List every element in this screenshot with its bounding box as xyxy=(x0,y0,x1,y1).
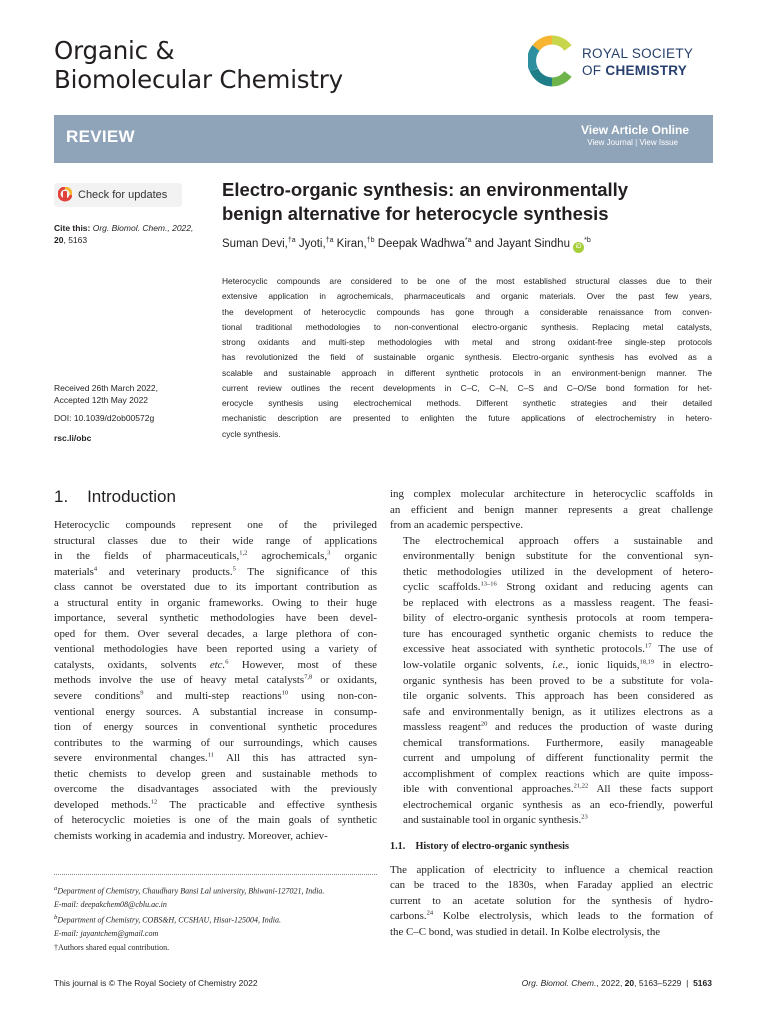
journal-short-link[interactable]: rsc.li/obc xyxy=(54,433,92,443)
accepted-date: Accepted 12th May 2022 xyxy=(54,394,149,405)
reference-citation[interactable]: 23 xyxy=(581,813,588,821)
text-line: electrochemical organic synthesis as an eco-friendly, powerful xyxy=(403,798,713,811)
reference-citation[interactable]: 18,19 xyxy=(639,658,655,666)
article-title-line2: benign alternative for heterocycle synthesis xyxy=(222,203,609,224)
text-line: the C–C bond, was studied in detail. In Kolbe electrolysis, the xyxy=(390,925,661,938)
reference-citation[interactable]: 13–16 xyxy=(480,580,497,588)
article-type-label: REVIEW xyxy=(66,127,135,146)
text-line: current to an acetate solution for the synthesis of hydro- xyxy=(390,894,713,907)
footnote: E-mail: deepakchem08@cblu.ac.in xyxy=(54,899,167,909)
text-line: catalysts, oxidants, solvents etc.$^6$ However, most of these xyxy=(54,658,377,671)
footnote: †Authors shared equal contribution. xyxy=(54,942,170,952)
footer-journal: Org. Biomol. Chem. xyxy=(521,978,597,988)
text-line: current and umpolung of different functionality permit the xyxy=(403,752,713,765)
journal-title-line2: Biomolecular Chemistry xyxy=(54,65,343,94)
footer-volume: 20 xyxy=(624,978,635,988)
article-title-line1: Electro-organic synthesis: an environmentally xyxy=(222,179,629,200)
author-name: Jyoti, xyxy=(295,237,326,250)
journal-title-line1: Organic & xyxy=(54,36,175,65)
abstract-line: current review outlines the recent developments in C–C, C–N, C–S and C–O/Se bond formation for het- xyxy=(222,382,712,393)
text-line: ible with conventional approaches.$^{21,22}$ All these facts support xyxy=(403,782,713,796)
author-affiliation-marker: †a xyxy=(287,237,296,244)
author-name: Kiran, xyxy=(333,237,367,250)
cite-journal: Org. Biomol. Chem., 2022, xyxy=(90,223,194,233)
author-affiliation-marker: *a xyxy=(464,237,472,244)
abstract-line: cycle synthesis. xyxy=(222,428,281,439)
text-line: ventional methodologies have been reported using a variety of xyxy=(54,643,377,656)
text-line: be replaced with electrons as a massless reagent. The feasi- xyxy=(403,596,713,609)
check-for-updates-button[interactable] xyxy=(54,183,182,207)
authors xyxy=(222,237,712,253)
abstract-line: scalable and sustainable approach in different synthetic protocols in an environment-benign manner. The xyxy=(222,367,712,378)
author-affiliation-marker: *b xyxy=(584,237,591,244)
text-line: severe environmental changes.$^{11}$ All this has attracted syn- xyxy=(54,751,377,765)
body-paragraph xyxy=(54,518,377,844)
text-line: environmentally benign substitute for the conventional syn- xyxy=(403,550,713,563)
reference-citation[interactable]: 24 xyxy=(426,909,434,917)
author-name: and Jayant Sindhu xyxy=(471,237,574,250)
text-line: ture has encouraged synthetic organic chemists to reduce the xyxy=(403,627,713,640)
text-line: of heterocyclic moieties is one of the main goals of synthetic xyxy=(54,814,377,827)
text-line: and sustainable tool in organic synthesis.$^{23}$ xyxy=(403,813,588,827)
doi: DOI: 10.1039/d2ob00572g xyxy=(54,413,155,423)
footnote: E-mail: jayantchem@gmail.com xyxy=(54,929,159,939)
subsection-heading: 1.1. History of electro-organic synthesis xyxy=(390,841,569,853)
text-line: The electrochemical approach offers a sustainable and xyxy=(403,534,713,547)
footnote: $^b$Department of Chemistry, COBS&H, CCSHAU, Hisar-125004, India. xyxy=(54,914,281,925)
reference-citation[interactable]: 21,22 xyxy=(573,782,589,790)
body-column-right xyxy=(390,487,713,940)
text-line: thetic methodologies utilized in the development of hetero- xyxy=(403,565,713,578)
journal-title xyxy=(54,36,343,94)
article-title xyxy=(222,178,712,226)
text-line: class cannot be overstated due to its important contribution as xyxy=(54,581,377,594)
received-date: Received 26th March 2022, xyxy=(54,383,158,393)
text-line: safe and environmentally benign, as it utilizes electrons as a xyxy=(403,705,713,718)
text-line: importance, several synthetic methodologies have been devel- xyxy=(54,612,377,625)
page-number: 5163 xyxy=(693,978,712,988)
footer-citation: Org. Biomol. Chem., 2022, 20, 5163–5229 | 5163 xyxy=(521,978,712,988)
publisher-line1: ROYAL SOCIETY xyxy=(582,46,694,61)
text-line: accomplishment of complex reactions which are quite imposs- xyxy=(403,767,713,780)
author-affiliation-marker: †a xyxy=(325,237,334,244)
text-line: severe conditions$^9$ and multi-step reactions$^{10}$ using non-con- xyxy=(54,689,377,703)
abstract xyxy=(222,274,712,442)
text-line: organic synthesis has been proved to be a substitute for vola- xyxy=(403,674,713,687)
text-line: chemists working in academia and industry. Moreover, achiev- xyxy=(54,829,328,842)
abstract-line: extensive application in agrochemicals, pharmaceuticals and organic materials. Over the past few years, xyxy=(222,291,712,302)
orcid-icon[interactable]: iD xyxy=(573,242,584,253)
reference-citation[interactable]: 4 xyxy=(93,565,98,573)
text-line: tion of energy sources in conventional synthetic procedures xyxy=(54,721,377,734)
text-line: ventional energy sources. A substantial increase in consump- xyxy=(54,705,377,718)
view-article-online-link[interactable]: View Article Online xyxy=(580,123,689,137)
citation xyxy=(54,222,214,246)
text-line: contributes to the warming of our surroundings, which causes xyxy=(54,736,377,749)
text-line: methods involve the use of heavy metal catalysts$^{7,8}$ or oxidants, xyxy=(54,673,377,687)
section-heading: 1. Introduction xyxy=(54,487,176,506)
text-line: Heterocyclic compounds represent one of the privileged xyxy=(54,519,377,531)
reference-citation[interactable]: 9 xyxy=(140,689,144,697)
check-updates-icon xyxy=(58,187,72,203)
text-line: cyclic scaffolds.$^{13-16}$ Strong oxidant and reducing agents can xyxy=(403,580,714,594)
body-paragraph xyxy=(390,534,713,829)
text-line: developed methods.$^{12}$ The practicable and effective synthesis xyxy=(54,798,377,811)
text-line: carbons.$^{24}$ Kolbe electrolysis, which leads to the formation of xyxy=(390,909,713,923)
body-paragraph xyxy=(390,863,713,941)
abstract-line: tional traditional methodologies to non-conventional electro-organic synthesis. Replacing metal catalysts, xyxy=(222,321,712,332)
footnote: $^a$Department of Chemistry, Chaudhary Bansi Lal university, Bhiwani-127021, India. xyxy=(54,885,325,896)
reference-citation[interactable]: 5 xyxy=(232,565,236,573)
abstract-line: the development of heterocyclic compounds has gone through a considerable renaissance from conven- xyxy=(222,306,712,317)
text-line: from an academic perspective. xyxy=(390,519,524,532)
view-links: View Journal | View Issue xyxy=(587,138,678,147)
rsc-logo-icon xyxy=(528,34,576,90)
text-line: tile organic solvents. This approach has been considered as xyxy=(403,690,713,703)
author-affiliation-marker: †b xyxy=(366,237,375,244)
reference-citation[interactable]: 1,2 xyxy=(239,549,248,557)
reference-citation[interactable]: 7,8 xyxy=(304,673,313,681)
text-line: structural classes due to their wide range of applications xyxy=(54,534,377,547)
check-updates-label: Check for updates xyxy=(78,189,168,201)
abstract-line: strong oxidants and multi-step methodologies with metal and strong oxidant-free single-step protocols xyxy=(222,337,712,347)
abstract-line: Heterocyclic compounds are considered to be one of the most established structural classes due to their xyxy=(222,276,712,286)
text-line: The application of electricity to influence a chemical reaction xyxy=(390,863,713,876)
abstract-line: has revolutionized the field of sustainable organic synthesis. Electro-organic synthesis has evolved as a xyxy=(222,352,712,363)
text-line: massless reagent$^{20}$ and reduces the production of waste during xyxy=(403,720,713,734)
text-line: an efficient and benign manner represents a great challenge xyxy=(390,503,713,516)
text-line: overcome the disadvantages associated with the previously xyxy=(54,783,377,796)
reference-citation[interactable]: 6 xyxy=(225,658,229,666)
text-line: a structural entity in organic frameworks. Owing to their huge xyxy=(54,596,377,609)
reference-citation[interactable]: 17 xyxy=(644,642,652,650)
article-dates xyxy=(54,383,214,406)
text-line: in the fields of pharmaceuticals,$^{1,2}$ agrochemicals,$^3$ organic xyxy=(54,549,378,563)
reference-citation[interactable]: 10 xyxy=(281,689,289,697)
rsc-logo[interactable] xyxy=(528,34,718,90)
view-journal-link[interactable]: View Journal xyxy=(587,138,633,147)
cite-volume: 20 xyxy=(54,235,64,245)
text-line: can be traced to the 1830s, when Faraday applied an electric xyxy=(390,879,713,892)
footnotes xyxy=(54,882,377,954)
text-line: oped for them. Over several decades, a large plethora of con- xyxy=(54,627,377,640)
text-line: low-volatile organic solvents, i.e., ionic liquids,$^{18,19}$ in electro- xyxy=(403,658,714,672)
reference-citation[interactable]: 3 xyxy=(327,549,331,557)
reference-citation[interactable]: 12 xyxy=(150,798,158,806)
abstract-line: mechanistic description are presented to enlighten the future applications of electrochemistry in hetero- xyxy=(222,413,712,424)
cite-pages: , 5163 xyxy=(63,235,88,245)
text-line: chemical transformations. Furthermore, easily manageable xyxy=(403,736,713,749)
cite-label: Cite this: xyxy=(54,223,91,233)
author-name: Deepak Wadhwa xyxy=(374,237,465,250)
abstract-line: erocycle synthesis using electrochemical methods. Different synthetic strategies and their detailed xyxy=(222,398,712,408)
text-line: excessive heat associated with synthetic protocols.$^{17}$ The use of xyxy=(403,642,713,656)
body-paragraph xyxy=(390,487,713,534)
footer-copyright: This journal is © The Royal Society of Chemistry 2022 xyxy=(54,978,258,988)
reference-citation[interactable]: 20 xyxy=(480,720,488,728)
author-name: Suman Devi, xyxy=(222,237,288,250)
text-line: ing complex molecular architecture in heterocyclic scaffolds in xyxy=(390,488,713,500)
publisher-line2: OF CHEMISTRY xyxy=(582,63,688,78)
footnote-divider xyxy=(54,874,377,875)
article-type-banner xyxy=(54,115,713,163)
text-line: bility of electro-organic synthesis protocols at room tempera- xyxy=(403,612,713,625)
text-line: thetic chemists to develop green and sustainable methods to xyxy=(54,767,377,780)
body-column-left xyxy=(54,518,377,844)
text-line: materials$^4$ and veterinary products.$^5$ The significance of this xyxy=(54,565,378,578)
reference-citation[interactable]: 11 xyxy=(207,751,215,759)
view-issue-link[interactable]: View Issue xyxy=(639,138,678,147)
